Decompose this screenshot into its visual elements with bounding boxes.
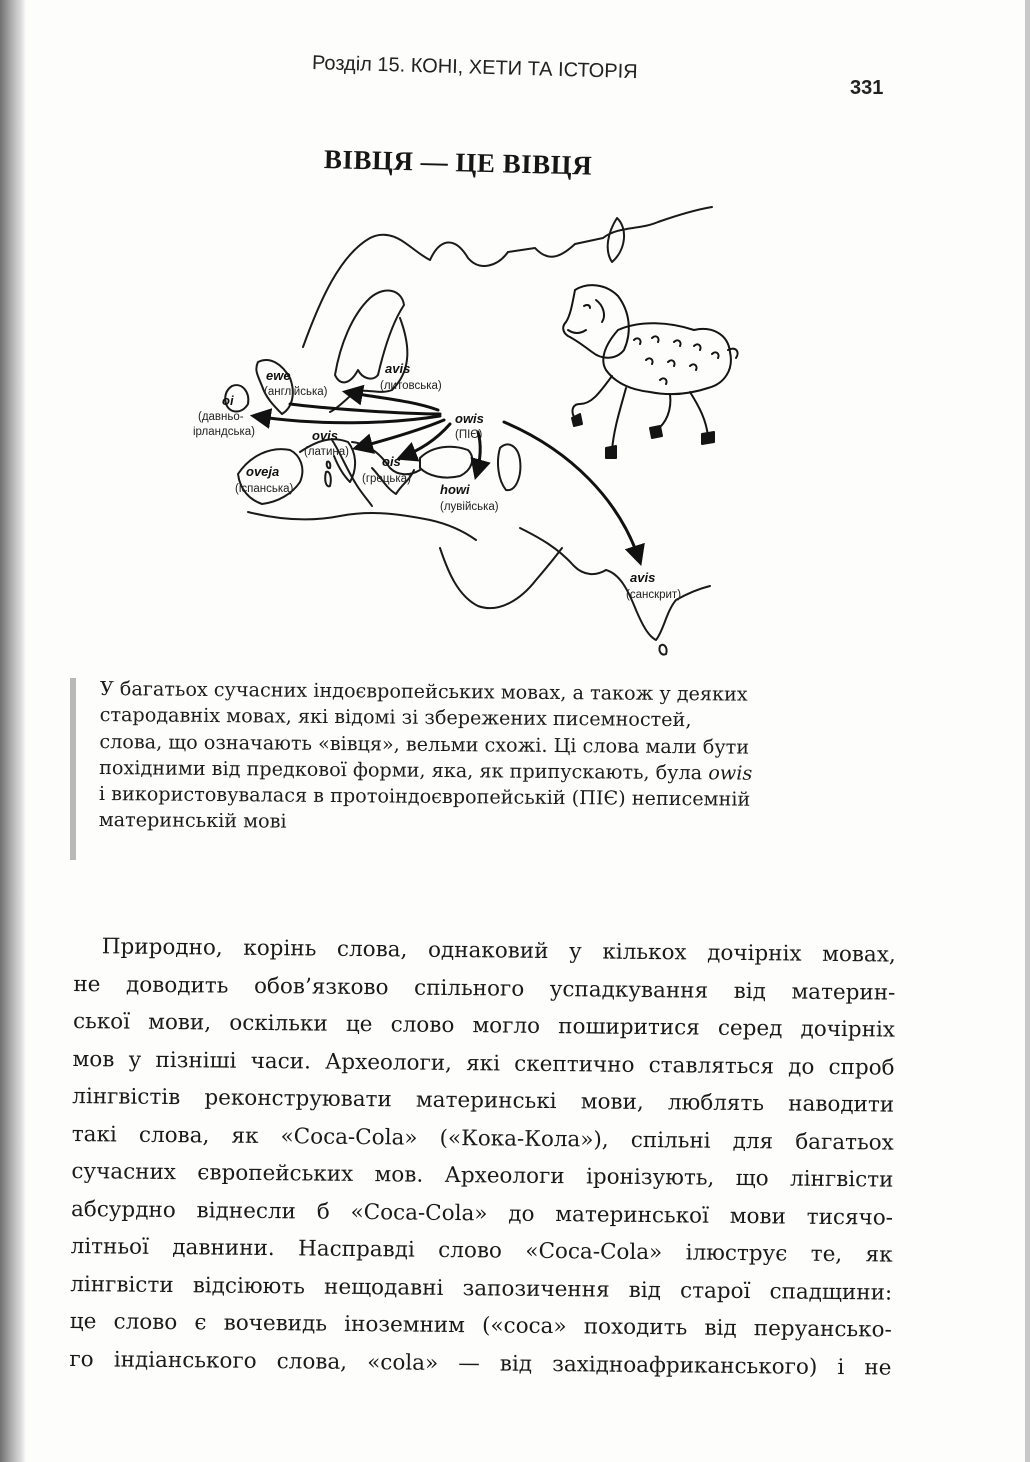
figure-caption [99,676,880,841]
sheep-ear [596,300,604,322]
sheep-body [603,323,731,394]
caption-rule [70,678,76,860]
label-lang-greek: (грецька) [362,473,411,485]
label-word-old-irish: oi [222,393,234,408]
caption-line: стародавніх мовах, які відомі зі збережених писемностей, [99,703,692,732]
body-line: Природно, корінь слова, однаковий у кількох дочірніх мовах, [101,934,896,968]
label-lang-lithuanian: (литовська) [380,380,442,392]
body-line: лінгвісти відсіюють нещодавні запозичення від старої спадщини: [70,1271,893,1306]
body-line: не доводить обов’язково спільного успадкування від материн- [73,971,896,1006]
map-corsica [327,461,331,468]
label-word-latin: ovis [312,428,339,443]
sheep-leg-front [573,376,612,420]
body-line: мов у пізніші часи. Археологи, які скептично ставляться до спроб [72,1046,895,1081]
map-scandinavia [335,291,404,383]
body-line: го індіанського слова, «cola» — від західноафриканського) і не [69,1346,892,1381]
map-caspian [498,444,520,490]
label-word-lithuanian: avis [385,361,411,376]
label-word-greek: ois [382,454,401,469]
body-line: лінгвістів реконструювати материнські мови, люблять наводити [72,1083,895,1118]
running-head: Розділ 15. КОНІ, ХЕТИ ТА ІСТОРІЯ [311,52,638,84]
map-greece [372,468,414,494]
body-line: такі слова, як «Coca-Cola» («Кока-Кола»), спільні для багатьох [71,1121,894,1156]
label-word-english: ewe [266,368,291,383]
label-lang-spanish: (іспанська) [235,483,294,495]
arrow-to-old-irish [254,416,440,423]
arrow-to-latin [356,420,444,448]
sheep-head [563,285,629,358]
label-lang-sanskrit: (санскрит) [626,589,682,601]
arrow-to-lithuanian [346,392,438,410]
caption-line: слова, що означають «вівця», вельми схожі. Ці слова мали бути [99,729,750,759]
sheep-leg-back [690,392,708,436]
arrow-to-greek [400,424,450,458]
map-sardinia [325,472,331,487]
map-sri-lanka [659,645,666,655]
body-paragraph [69,928,896,1387]
label-lang-old-irish-2: ірландська) [193,426,255,438]
map-baltic [330,318,407,412]
page-edge [1025,0,1030,1462]
map-iberia [238,449,302,504]
body-line: літньої давнини. Насправді слово «Coca-Cola» ілюструє те, як [70,1233,893,1268]
body-line: абсурдно віднесли б «Coca-Cola» до материнської мови тисячо- [70,1196,894,1231]
map-africa-north [248,512,476,540]
sheep-leg-back-2 [656,394,670,430]
map-britain [256,360,292,414]
sheep-wool [634,336,719,384]
map-ireland [225,385,248,411]
page-number: 331 [850,77,884,99]
label-word-center: owis [455,411,484,426]
sheep-hoof [572,414,582,426]
label-word-sanskrit: avis [630,570,656,585]
map-island [608,218,624,262]
sheep-eye [584,305,590,308]
label-lang-latin: (латина) [304,446,349,458]
sheep-leg-front-2 [612,388,626,450]
map-india [606,570,710,640]
caption-line: У багатьох сучасних індоєвропейських мовах, а також у деяких [99,676,748,706]
body-line: ської мови, оскільки це слово могло поширитися серед дочірніх [72,1008,896,1043]
label-lang-center: (ПІЄ) [455,429,483,441]
book-spine-shadow [0,0,26,1462]
label-lang-english: (англійська) [264,386,328,398]
sheep-tail [728,349,738,358]
caption-line: і використовувалася в протоіндоєвропейській (ПІЄ) неписемній [98,782,751,811]
label-lang-old-irish: (давньо- [198,411,244,423]
caption-line-text: похідними від предкової форми, яка, як припускають, була [99,755,703,785]
sheep-hoof [650,426,662,438]
figure-title: ВІВЦЯ — ЦЕ ВІВЦЯ [323,144,593,181]
arrow-to-english [290,404,440,414]
sheep-illustration [563,285,737,458]
arrow-to-luwian [476,432,480,476]
label-lang-luwian: (лувійська) [440,501,499,513]
map-mediterranean-north [300,439,420,482]
body-line: сучасних європейських мов. Археологи іронізують, що лінгвісти [71,1158,894,1193]
map-arabia [440,548,562,608]
label-word-spanish: oveja [246,464,280,479]
body-line: це слово є вочевидь іноземним («coca» походить від перуансько- [69,1308,892,1343]
sheep-mouth [568,330,586,333]
arrow-to-sanskrit [504,422,640,562]
map-north-coast [303,207,712,347]
map-black-sea [420,447,472,478]
caption-line: материнській мові [98,808,287,834]
map-italy [332,440,372,506]
sheep-hoof [702,432,714,444]
sheep-hoof [606,446,616,458]
label-word-luwian: howi [440,482,470,497]
map-persian-gulf [520,528,606,574]
caption-italic-word: owis [708,761,753,785]
